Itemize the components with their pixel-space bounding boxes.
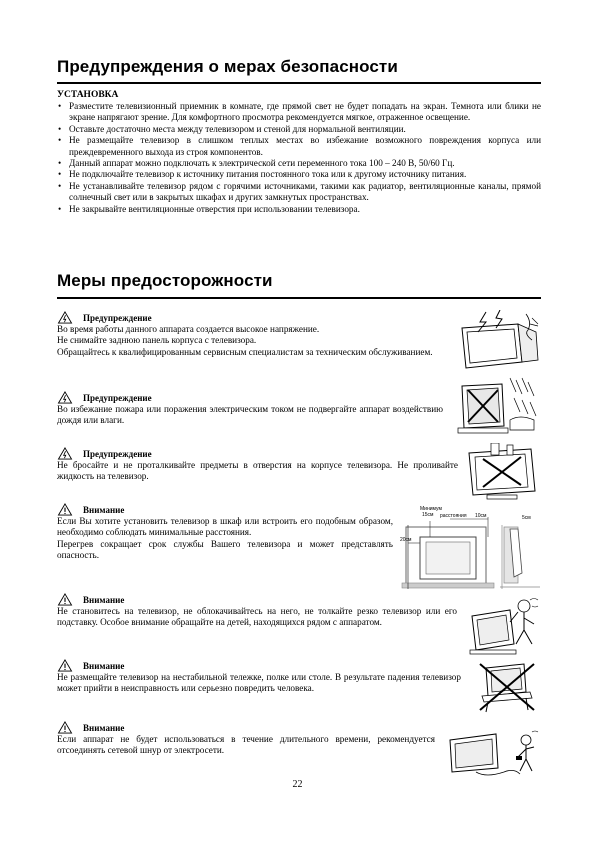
installation-list xyxy=(57,101,541,215)
list-item: • Не подключайте телевизор к источнику питания постоянного тока или к другому источнику питания. xyxy=(58,169,467,180)
tv-unplug-illustration xyxy=(446,728,542,778)
warning-block-objects: Предупреждение Не бросайте и не проталкивайте предметы в отверстия на корпусе телевизора. Не проливайте жидкость на телевизор. xyxy=(57,449,458,482)
bullet-icon: • xyxy=(58,158,62,169)
bullet-icon: • xyxy=(58,123,62,134)
page-number: 22 xyxy=(292,779,303,790)
tv-objects-illustration xyxy=(465,443,541,501)
list-item: • Не закрывайте вентиляционные отверстия при использовании телевизора. xyxy=(58,203,360,214)
bullet-icon: • xyxy=(58,135,62,146)
bullet-icon: • xyxy=(58,169,62,180)
caution-label: Внимание xyxy=(83,723,125,733)
warning-block-moisture: Предупреждение Во избежание пожара или поражения электрическим током не подвергайте аппарат воздействию дождя или влаги. xyxy=(57,393,443,426)
list-item: • Данный аппарат можно подключать к электрической сети переменного тока 100 – 240 В, 50/60 Гц. xyxy=(58,158,455,169)
warning-block-high-voltage: Предупреждение Во время работы данного аппарата создается высокое напряжение. Не снимайте заднюю панель корпуса с телевизора. Обращайтесь к квалифицированным сервисным специалистам за техническим обслуживанием. xyxy=(57,313,433,357)
caution-block-leaning: Внимание Не становитесь на телевизор, не облокачивайтесь на него, не толкайте резко телевизор или его подставку. Особое внимание обращайте на детей, находящихся рядом с аппаратом. xyxy=(57,595,457,628)
list-item: • Не размещайте телевизор в слишком теплых местах во избежание возможного повреждения корпуса или преждевременного выхода из строя компонентов. xyxy=(58,135,541,157)
title-rule xyxy=(57,297,541,299)
tv-lightning-illustration xyxy=(456,310,542,374)
title-rule xyxy=(57,82,541,84)
electric-warning-icon xyxy=(57,391,73,404)
section-title-safety: Предупреждения о мерах безопасности xyxy=(57,57,398,76)
caution-block-unstable: Внимание Не размещайте телевизор на нестабильной тележке, полке или столе. В результате падения телевизор может прийти в неисправность или серьезно повредить человека. xyxy=(57,661,461,694)
warning-label: Предупреждение xyxy=(83,313,152,323)
warning-label: Предупреждение xyxy=(83,393,152,403)
bullet-icon: • xyxy=(58,203,62,214)
caution-icon xyxy=(57,659,73,672)
electric-warning-icon xyxy=(57,447,73,460)
clearance-diagram: Минимум 15см расстояния 10см 5см 20см xyxy=(400,503,542,589)
caution-icon xyxy=(57,593,73,606)
tv-rain-illustration xyxy=(454,376,542,438)
caution-icon xyxy=(57,721,73,734)
warning-label: Предупреждение xyxy=(83,449,152,459)
section-title-precautions: Меры предосторожности xyxy=(57,271,273,290)
caution-icon xyxy=(57,503,73,516)
tv-unstable-cart-illustration xyxy=(476,662,540,714)
list-item: • Не устанавливайте телевизор рядом с горячими источниками, такими как радиатор, вентиляционные каналы, прямой солнечный свет или в закрытых шкафах и других замкнутых пространствах. xyxy=(58,180,541,203)
bullet-icon: • xyxy=(58,180,62,191)
electric-warning-icon xyxy=(57,311,73,324)
bullet-icon: • xyxy=(58,101,62,111)
child-leaning-tv-illustration xyxy=(466,596,542,656)
caution-block-cabinet: Внимание Если Вы хотите установить телевизор в шкаф или встроить его подобным образом, необходимо соблюдать минимальные расстояния. Перегрев сокращает срок службы Вашего телевизора и может представлять опасность. xyxy=(57,505,393,561)
caution-block-unplug: Внимание Если аппарат не будет использоваться в течение длительного времени, рекомендуется отсоединять сетевой шнур от электросети. xyxy=(57,723,435,756)
subsection-title-installation: УСТАНОВКА xyxy=(57,90,119,100)
caution-label: Внимание xyxy=(83,661,125,671)
caution-label: Внимание xyxy=(83,595,125,605)
list-item: • Оставьте достаточно места между телевизором и стеной для нормальной вентиляции. xyxy=(58,123,406,134)
caution-label: Внимание xyxy=(83,505,125,515)
list-item: • Разместите телевизионный приемник в комнате, где прямой свет не будет попадать на экран. Темнота или блики не экране напрягают зрение. Для комфортного просмотра рекомендуется мягкое, отраженное освещение. xyxy=(58,101,541,123)
